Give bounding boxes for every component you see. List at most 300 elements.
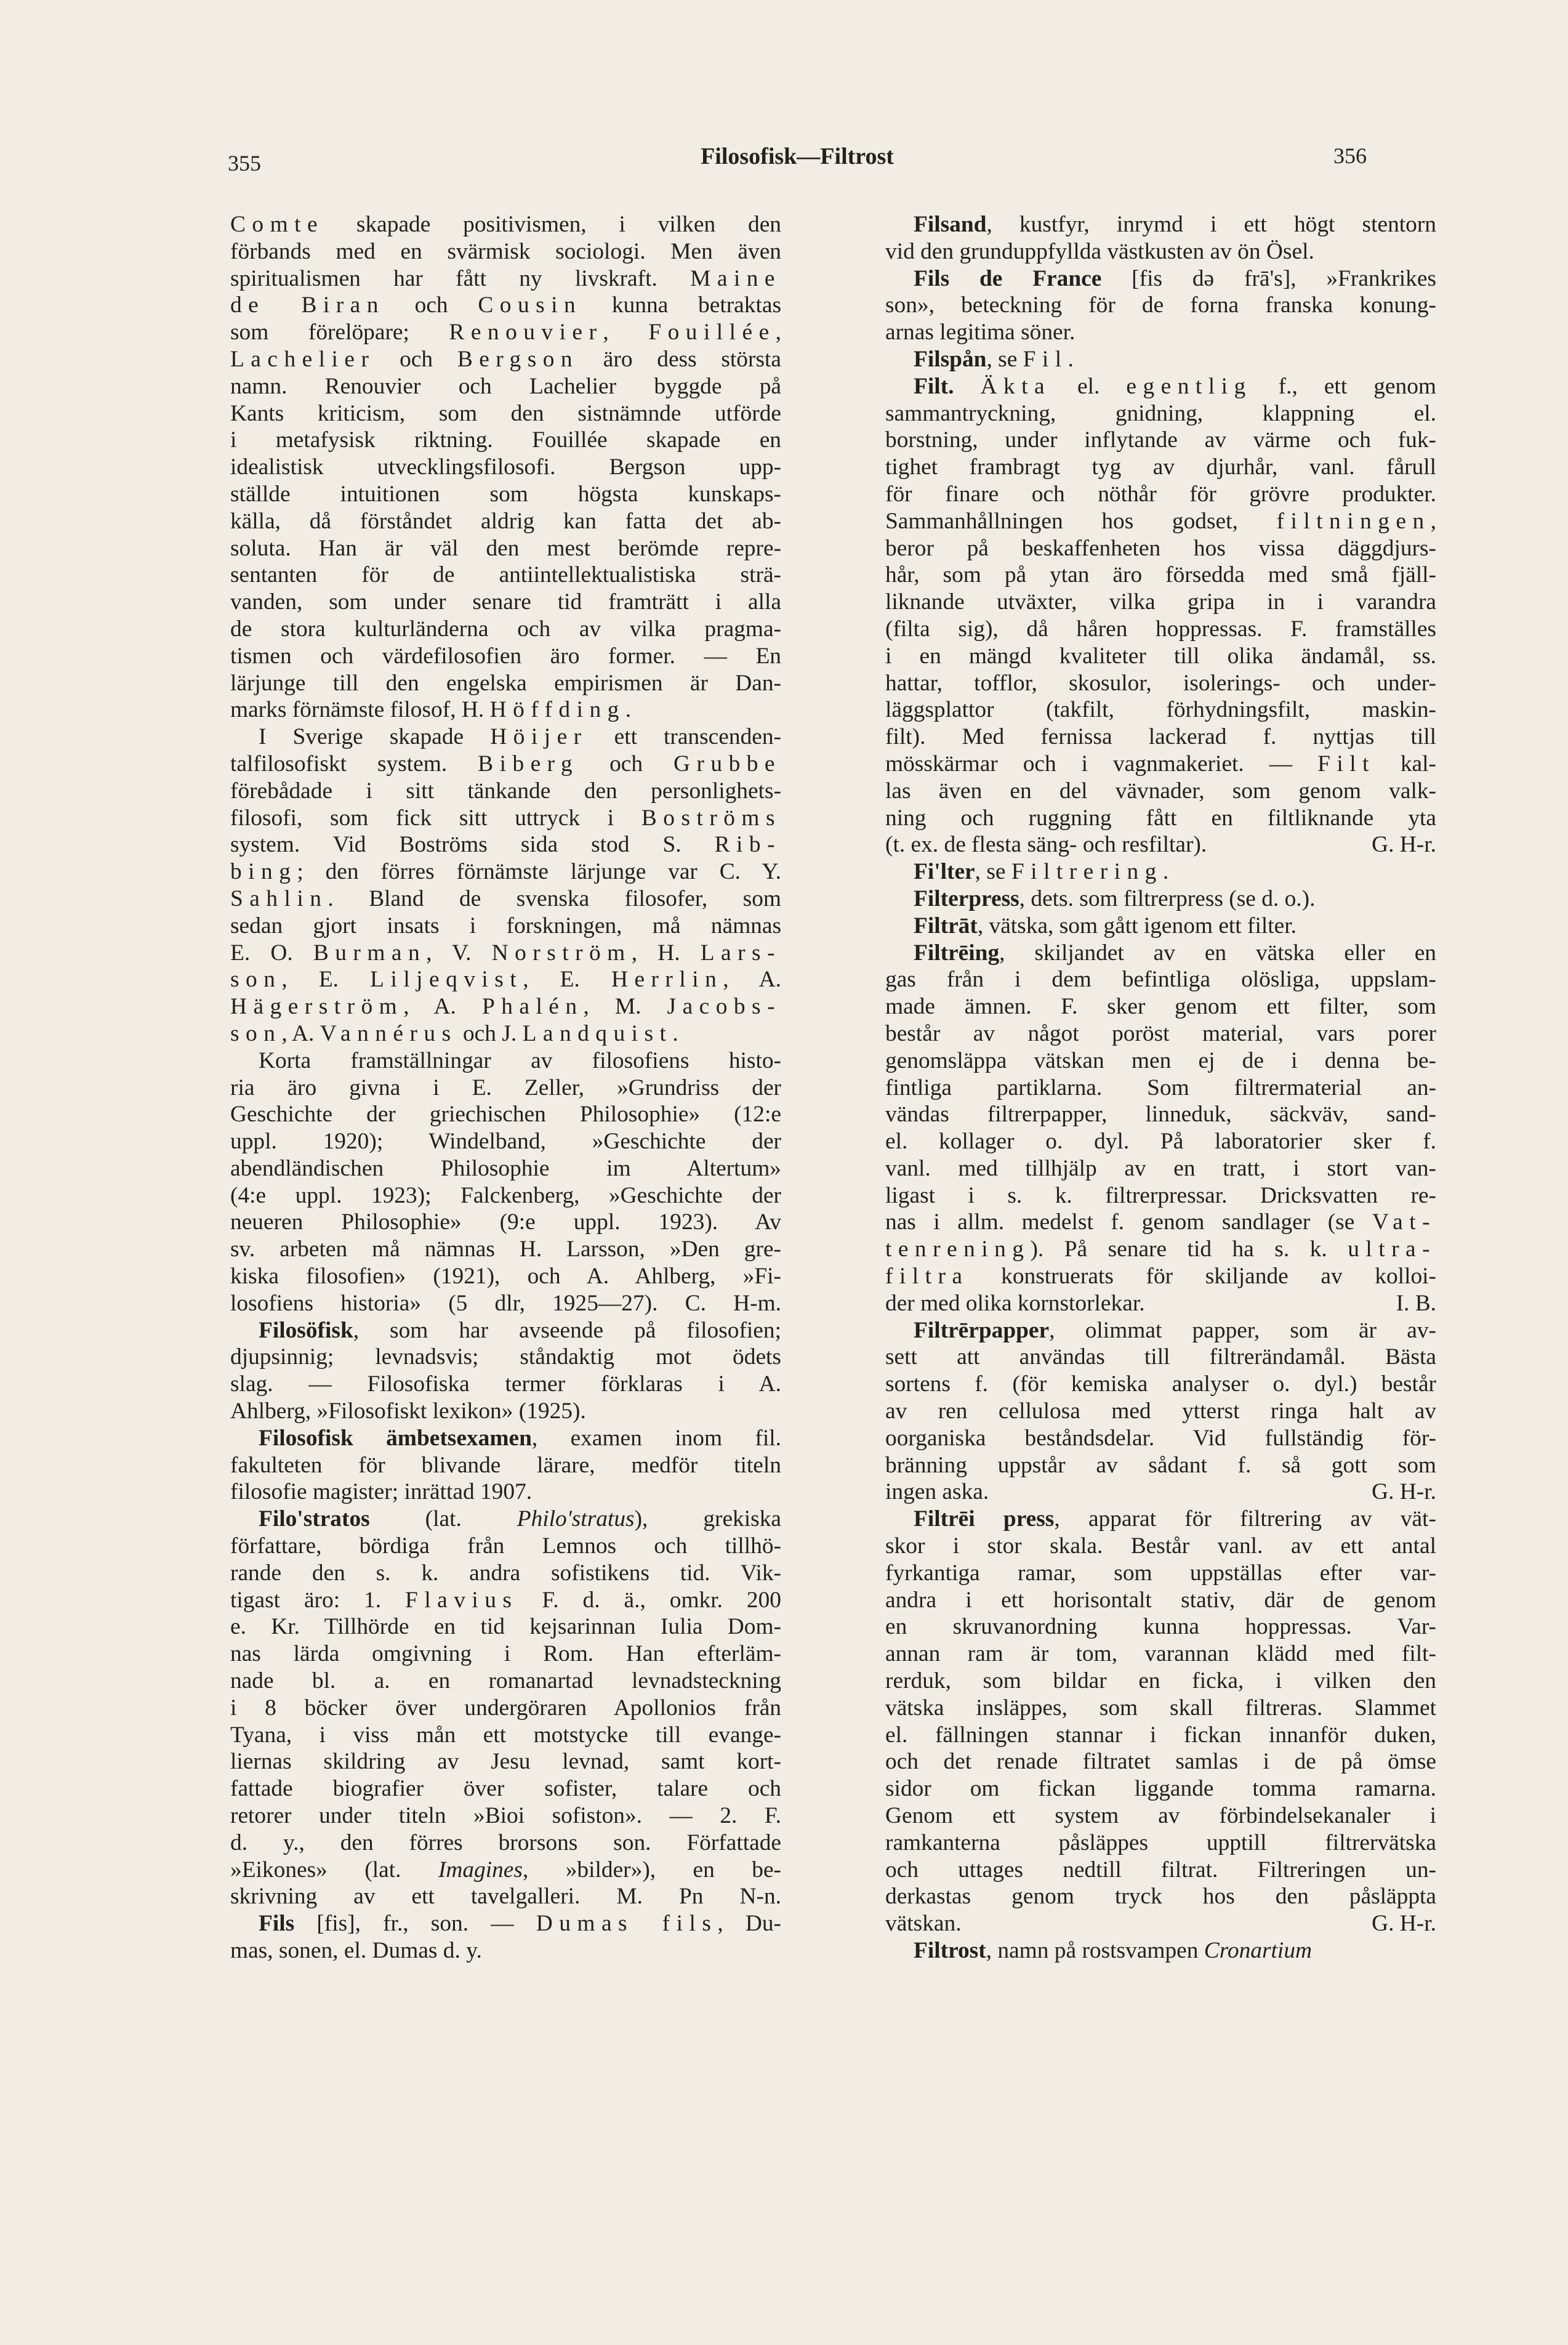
left-column xyxy=(230,211,781,1964)
text-run: neueren Philosophie» (9:e uppl. 1923). Av xyxy=(230,1209,781,1235)
text-line xyxy=(885,1775,1436,1802)
text-run: uppl. 1920); Windelband, »Geschichte der xyxy=(230,1129,781,1155)
spaced-name: Liljeqvist xyxy=(370,967,523,993)
text-run: tigast äro: 1. xyxy=(230,1587,406,1613)
text-run: , A. xyxy=(403,994,482,1020)
text-run: för finare och nöthår för grövre produkter. xyxy=(885,481,1436,507)
text-run: vätska insläppes, som skall filtreras. Slammet xyxy=(885,1695,1436,1721)
text-line xyxy=(230,1182,781,1209)
text-line xyxy=(230,292,781,319)
text-line xyxy=(230,778,781,805)
text-run xyxy=(954,374,980,399)
text-run: skrivning av ett tavelgalleri. M. Pn N-n. xyxy=(230,1884,781,1910)
text-line xyxy=(230,831,781,858)
text-line xyxy=(885,1290,1436,1317)
text-run: der med olika kornstorlekar. xyxy=(885,1290,1145,1316)
text-line xyxy=(885,589,1436,616)
text-run: , som har avseende på filosofien; xyxy=(353,1317,781,1343)
text-run: mösskärmar och i vagnmakeriet. — xyxy=(885,751,1318,777)
text-run: Sammanhållningen hos godset, xyxy=(885,508,1277,534)
text-line xyxy=(230,886,781,913)
text-run: läggsplattor (takfilt, förhydningsfilt, maskin- xyxy=(885,697,1436,723)
entry-headword: Filosofisk ämbetsexamen xyxy=(259,1425,532,1451)
text-line xyxy=(885,1695,1436,1722)
text-line xyxy=(230,751,781,778)
page-title: Filosofisk—Filtrost xyxy=(701,143,894,169)
text-line xyxy=(885,1722,1436,1749)
text-run: marks förnämste filosof, H. xyxy=(230,697,490,723)
text-run: ). På senare tid ha s. k. xyxy=(1030,1237,1348,1262)
text-run: annan ram är tom, varannan klädd med filt- xyxy=(885,1641,1436,1667)
text-run: liknande utväxter, vilka gripa in i varandra xyxy=(885,589,1436,615)
text-run: ingen aska. xyxy=(885,1479,989,1505)
spaced-name: Flavius xyxy=(405,1587,518,1613)
text-line xyxy=(230,1398,781,1425)
text-line xyxy=(230,1910,781,1937)
text-run: , »bilder»), en be- xyxy=(522,1857,781,1883)
text-run: , vätska, som gått igenom ett filter. xyxy=(977,913,1297,938)
text-run: och J. xyxy=(457,1020,523,1046)
text-run: tismen och värdefilosofien äro former. — En xyxy=(230,643,781,669)
text-line xyxy=(230,1802,781,1830)
right-column xyxy=(885,211,1436,1964)
text-run: gas från i dem befintliga olösliga, uppslam- xyxy=(885,967,1436,993)
spaced-name: Herrlin xyxy=(611,967,723,993)
text-line xyxy=(230,643,781,670)
page-number-left: 355 xyxy=(228,151,261,176)
text-run: , V. xyxy=(426,940,492,966)
text-run: i en mängd kvaliteter till olika ändamål, ss. xyxy=(885,643,1436,669)
text-run: , E. xyxy=(281,967,371,993)
text-run: E. O. xyxy=(230,940,313,966)
text-run: son», beteckning för de forna franska konung- xyxy=(885,293,1436,318)
text-line xyxy=(230,265,781,293)
spaced-name: Renouvier xyxy=(449,320,603,345)
text-run: sortens f. (för kemiska analyser o. dyl.) består xyxy=(885,1371,1436,1397)
entry-headword: Fi'lter xyxy=(914,859,975,885)
text-line xyxy=(230,1155,781,1182)
text-run: nas lärda omgivning i Rom. Han efterläm- xyxy=(230,1641,781,1667)
text-line xyxy=(230,1290,781,1317)
text-line xyxy=(230,1748,781,1775)
text-run: rerduk, som bildar en ficka, i vilken den xyxy=(885,1668,1436,1694)
text-run: , M. xyxy=(583,994,667,1020)
text-line xyxy=(885,1020,1436,1047)
text-run: Geschichte der griechischen Philosophie» (12:e xyxy=(230,1102,781,1128)
text-run: i 8 böcker över undergöraren Apollonios från xyxy=(230,1695,781,1721)
text-line xyxy=(885,1587,1436,1614)
text-run: ning och ruggning fått en filtliknande yta xyxy=(885,805,1436,831)
text-run: , E. xyxy=(523,967,611,993)
spaced-name: Dumas fils xyxy=(536,1911,718,1937)
text-run: made ämnen. F. sker genom ett filter, som xyxy=(885,994,1436,1020)
text-line xyxy=(230,1533,781,1560)
text-run: beror på beskaffenheten hos vissa däggdjurs- xyxy=(885,535,1436,561)
text-run: och xyxy=(375,346,457,372)
text-run: av ren cellulosa med ytterst ringa halt av xyxy=(885,1399,1436,1424)
text-run: och det renade filtratet samlas i de på ömse xyxy=(885,1749,1436,1775)
text-run: oorganiska beståndsdelar. Vid fullständig för- xyxy=(885,1425,1436,1451)
text-line xyxy=(885,1937,1436,1964)
text-run: består av något poröst material, vars porer xyxy=(885,1020,1436,1046)
spaced-name: Vannérus xyxy=(320,1020,457,1046)
text-run: , kustfyr, inrymd i ett högt stentorn xyxy=(986,212,1436,237)
text-run: , A. xyxy=(723,967,782,993)
text-run: de stora kulturländerna och av vilka pragma- xyxy=(230,616,781,642)
italic-term: Imagines xyxy=(438,1857,523,1883)
text-run: , olimmat papper, som är av- xyxy=(1049,1317,1436,1343)
text-run: . Bland de svenska filosofer, som xyxy=(328,886,781,911)
spaced-name: Biberg xyxy=(478,751,579,777)
text-run: slag. — Filosofiska termer förklaras i A. xyxy=(230,1371,781,1397)
spaced-name: Maine xyxy=(690,265,781,291)
text-line xyxy=(885,562,1436,589)
text-run: liernas skildring av Jesu levnad, samt kort- xyxy=(230,1749,781,1775)
text-run: , apparat för filtrering av vät- xyxy=(1054,1506,1436,1532)
spaced-name: ultra- xyxy=(1348,1237,1436,1262)
text-line xyxy=(885,454,1436,481)
text-line xyxy=(230,670,781,697)
text-line xyxy=(885,373,1436,400)
text-run: . xyxy=(1067,346,1074,372)
italic-term: Cronartium xyxy=(1204,1938,1313,1963)
text-run: , A. xyxy=(281,1020,320,1046)
entry-headword: Filterpress xyxy=(914,886,1019,911)
text-line xyxy=(885,1128,1436,1155)
text-line xyxy=(230,373,781,400)
text-line xyxy=(885,1398,1436,1425)
running-header xyxy=(228,143,1367,180)
text-run: I Sverige skapade xyxy=(259,724,491,750)
text-line xyxy=(885,1479,1436,1506)
text-line xyxy=(230,696,781,724)
text-run: och xyxy=(579,751,674,777)
text-run: »Eikones» (lat. xyxy=(230,1857,438,1883)
text-line xyxy=(885,1182,1436,1209)
text-run: sammantryckning, gnidning, klappning el. xyxy=(885,400,1436,426)
text-run: system. Vid Boströms sida stod S. xyxy=(230,832,715,858)
text-line xyxy=(230,993,781,1020)
text-run: Ahlberg, »Filosofiskt lexikon» (1925). xyxy=(230,1399,586,1424)
text-line xyxy=(230,1587,781,1614)
text-run: sentanten för de antiintellektualistiska strä- xyxy=(230,562,781,588)
text-run: el. kollager o. dyl. På laboratorier sker f. xyxy=(885,1129,1436,1155)
text-line xyxy=(230,966,781,993)
text-run: som förelöpare; xyxy=(230,320,449,345)
text-run: vätskan. xyxy=(885,1911,962,1937)
spaced-name: Landquist xyxy=(522,1020,673,1046)
text-run: vanden, som under senare tid framträtt i alla xyxy=(230,589,781,615)
author-signature: G. H-r. xyxy=(1372,1479,1436,1505)
text-line xyxy=(885,508,1436,535)
text-run: f., ett genom xyxy=(1252,373,1436,399)
text-line xyxy=(230,346,781,373)
text-line xyxy=(885,1802,1436,1830)
spaced-name: tenrening xyxy=(885,1237,1031,1262)
text-run: nas i allm. medelst f. genom sandlager (se xyxy=(885,1209,1372,1235)
text-run: kunna betraktas xyxy=(582,293,781,318)
spaced-name: Hägerström xyxy=(230,994,404,1020)
text-run: och xyxy=(384,293,478,318)
text-run: vändas filtrerpapper, linneduk, säckväv, sand- xyxy=(885,1102,1436,1128)
text-run: skapade positivismen, i vilken den xyxy=(324,212,781,237)
text-run: abendländischen Philosophie im Altertum» xyxy=(230,1155,781,1181)
text-run: . xyxy=(625,697,632,723)
text-line xyxy=(230,1317,781,1344)
text-line xyxy=(230,481,781,508)
text-run: sedan gjort insats i forskningen, må nämnas xyxy=(230,913,781,938)
text-line xyxy=(885,265,1436,293)
text-run: , se xyxy=(975,859,1011,885)
text-line xyxy=(230,454,781,481)
entry-headword: Filosöfisk xyxy=(259,1317,353,1343)
text-run: en skruvanordning kunna hoppressas. Var- xyxy=(885,1614,1436,1640)
text-line xyxy=(230,1371,781,1398)
text-line xyxy=(885,1236,1436,1263)
entry-headword: Fils xyxy=(259,1911,295,1937)
text-line xyxy=(885,346,1436,373)
text-line xyxy=(885,805,1436,832)
text-line xyxy=(885,940,1436,967)
text-line xyxy=(230,211,781,238)
text-run: d. y., den förres brorsons son. Författade xyxy=(230,1830,781,1855)
text-run: äro dess största xyxy=(579,346,781,372)
text-run: fintliga partiklarna. Som filtrermaterial an- xyxy=(885,1075,1436,1100)
entry-headword: Filo'stratos xyxy=(259,1506,370,1532)
text-line xyxy=(885,616,1436,643)
text-line xyxy=(885,400,1436,427)
entry-headword: Filsand xyxy=(914,212,987,237)
author-signature: G. H-r. xyxy=(1372,832,1436,858)
text-line xyxy=(885,481,1436,508)
text-line xyxy=(885,1075,1436,1102)
text-run: (filta sig), då håren hoppressas. F. framställes xyxy=(885,616,1436,642)
text-line xyxy=(885,696,1436,724)
text-line xyxy=(885,1101,1436,1128)
spaced-name: Sahlin xyxy=(230,886,328,911)
entry-headword: Filt. xyxy=(914,373,954,399)
text-run: Tyana, i viss mån ett motstycke till evange- xyxy=(230,1722,781,1748)
spaced-name: Äkta xyxy=(980,373,1051,399)
spaced-name: filtra xyxy=(885,1264,969,1290)
spaced-name: Burman xyxy=(313,940,427,966)
text-run: hår, som på ytan äro försedda med små fjäll- xyxy=(885,562,1436,588)
text-line xyxy=(230,1344,781,1371)
spaced-name: Phalén xyxy=(481,994,584,1020)
text-run: derkastas genom tryck hos den påsläppta xyxy=(885,1884,1436,1910)
text-line xyxy=(230,508,781,535)
text-run: Kants kriticism, som den sistnämnde utförde xyxy=(230,400,781,426)
text-line xyxy=(230,1560,781,1587)
text-line xyxy=(230,1075,781,1102)
text-run: fyrkantiga ramar, som uppställas efter var- xyxy=(885,1560,1436,1586)
text-line xyxy=(885,1317,1436,1344)
text-line xyxy=(230,1695,781,1722)
text-run: retorer under titeln »Bioi sofiston». — 2. F. xyxy=(230,1803,781,1829)
text-line xyxy=(885,1209,1436,1236)
text-run: källa, då förståndet aldrig kan fatta det ab- xyxy=(230,508,781,534)
text-line xyxy=(885,1857,1436,1884)
text-run: Korta framställningar av filosofiens histo- xyxy=(259,1047,781,1073)
text-run: filosofie magister; inrättad 1907. xyxy=(230,1479,533,1505)
text-line xyxy=(885,427,1436,454)
text-line xyxy=(885,535,1436,562)
text-line xyxy=(230,400,781,427)
text-run: fakulteten för blivande lärare, medför titeln xyxy=(230,1452,781,1478)
text-run: losofiens historia» (5 dlr, 1925—27). C. H-m. xyxy=(230,1290,781,1316)
text-line xyxy=(230,562,781,589)
text-run: hattar, tofflor, skosulor, isolerings- och under- xyxy=(885,670,1436,696)
italic-term: Philo'stratus xyxy=(517,1506,635,1532)
text-line xyxy=(885,913,1436,940)
text-run: [fis də frā's], »Frankrikes xyxy=(1101,265,1436,291)
text-run: las även en del vävnader, som genom valk- xyxy=(885,778,1436,804)
entry-headword: Fils de France xyxy=(914,265,1102,291)
text-line xyxy=(230,858,781,886)
text-line xyxy=(885,858,1436,886)
text-run: djupsinnig; levnadsvis; ståndaktig mot ödets xyxy=(230,1344,781,1370)
text-line xyxy=(885,319,1436,346)
text-line xyxy=(230,1425,781,1452)
text-run: [fis], fr., son. — xyxy=(294,1911,536,1937)
spaced-name: Norström xyxy=(491,940,632,966)
text-run: talfilosofiskt system. xyxy=(230,751,478,777)
text-line xyxy=(885,670,1436,697)
text-line xyxy=(885,643,1436,670)
spaced-name: son xyxy=(230,967,282,993)
text-line xyxy=(230,913,781,940)
spaced-name: son xyxy=(230,1020,282,1046)
text-run: i metafysisk riktning. Fouillée skapade en xyxy=(230,427,781,453)
spaced-name: Lachelier xyxy=(230,346,376,372)
text-line xyxy=(885,1533,1436,1560)
text-run: , xyxy=(1430,508,1436,534)
spaced-name: bing xyxy=(230,859,297,885)
entry-headword: Filtrost xyxy=(914,1938,986,1963)
text-run: kiska filosofien» (1921), och A. Ahlberg, »Fi- xyxy=(230,1264,781,1290)
text-run: genomsläppa vätskan men ej de i denna be- xyxy=(885,1047,1436,1073)
text-line xyxy=(885,1452,1436,1479)
text-line xyxy=(230,238,781,265)
text-line xyxy=(885,778,1436,805)
text-run: (lat. xyxy=(369,1506,517,1532)
entry-headword: Filspån xyxy=(914,346,987,372)
text-run: soluta. Han är väl den mest berömde repre- xyxy=(230,535,781,561)
text-line xyxy=(230,427,781,454)
text-line xyxy=(885,211,1436,238)
text-run: sett att användas till filtrerändamål. Bästa xyxy=(885,1344,1436,1370)
spaced-name: Jacobs- xyxy=(667,994,781,1020)
spaced-name: Bergson xyxy=(457,346,579,372)
text-run: F. d. ä., omkr. 200 xyxy=(518,1587,782,1613)
text-run: konstruerats för skiljande av kolloi- xyxy=(968,1264,1436,1290)
text-line xyxy=(885,1425,1436,1452)
text-run: rande den s. k. andra sofistikens tid. Vik- xyxy=(230,1560,781,1586)
text-line xyxy=(230,1047,781,1075)
spaced-name: de Biran xyxy=(230,293,385,318)
page-number-right: 356 xyxy=(1333,143,1367,168)
text-run: sv. arbeten må nämnas H. Larsson, »Den gre- xyxy=(230,1237,781,1262)
text-line xyxy=(230,1479,781,1506)
text-line xyxy=(885,724,1436,751)
text-line xyxy=(885,292,1436,319)
text-line xyxy=(885,1263,1436,1290)
text-line xyxy=(230,1883,781,1910)
spaced-name: Filt xyxy=(1317,751,1375,777)
spaced-name: Rib- xyxy=(714,832,781,858)
text-run: förbands med en svärmisk sociologi. Men även xyxy=(230,238,781,264)
text-run: ; den förres förnämste lärjunge var C. Y. xyxy=(297,859,781,885)
text-line xyxy=(230,1775,781,1802)
text-run: vanl. med tillhjälp av en tratt, i stort van- xyxy=(885,1155,1436,1181)
spaced-name: egentlig xyxy=(1126,373,1252,399)
text-line xyxy=(230,319,781,346)
spaced-name: Boströms xyxy=(641,805,781,831)
text-run: idealistisk utvecklingsfilosofi. Bergson upp- xyxy=(230,454,781,480)
text-line xyxy=(230,1613,781,1641)
text-run: , Du- xyxy=(717,1911,781,1937)
text-line xyxy=(230,724,781,751)
text-line xyxy=(885,751,1436,778)
text-line xyxy=(885,1371,1436,1398)
text-line xyxy=(885,1506,1436,1533)
text-run: kal- xyxy=(1375,751,1436,777)
text-line xyxy=(885,993,1436,1020)
text-run: filt). Med fernissa lackerad f. nyttjas till xyxy=(885,724,1436,750)
text-run: lärjunge till den engelska empirismen är Dan- xyxy=(230,670,781,696)
text-run: el. fällningen stannar i fickan innanför duken, xyxy=(885,1722,1436,1748)
text-run: författare, bördiga från Lemnos och tillhö- xyxy=(230,1533,781,1559)
text-line xyxy=(885,1910,1436,1937)
text-line xyxy=(885,1830,1436,1857)
text-run: ställde intuitionen som högsta kunskaps- xyxy=(230,481,781,507)
entry-headword: Filtrāt xyxy=(914,913,978,938)
text-run: ), grekiska xyxy=(634,1506,781,1532)
text-line xyxy=(230,1830,781,1857)
text-line xyxy=(230,616,781,643)
text-line xyxy=(230,1452,781,1479)
text-run: sidor om fickan liggande tomma ramarna. xyxy=(885,1776,1436,1802)
text-line xyxy=(230,1020,781,1047)
text-run: . xyxy=(672,1020,678,1046)
text-run: el. xyxy=(1051,373,1127,399)
text-run: och uttages nedtill filtrat. Filtreringen un- xyxy=(885,1857,1436,1883)
text-run: vid den grunduppfyllda västkusten av ön Ösel. xyxy=(885,238,1314,264)
text-run: andra i ett horisontalt stativ, där de genom xyxy=(885,1587,1436,1613)
text-run: förebådade i sitt tänkande den personlighets- xyxy=(230,778,781,804)
text-line xyxy=(230,1506,781,1533)
text-line xyxy=(230,1722,781,1749)
spaced-name: Grubbe xyxy=(673,751,781,777)
text-run: . xyxy=(1162,859,1169,885)
text-run: bränning uppstår av sådant f. så gott som xyxy=(885,1452,1436,1478)
text-line xyxy=(885,831,1436,858)
text-run: , examen inom fil. xyxy=(531,1425,782,1451)
text-line xyxy=(230,1641,781,1668)
text-line xyxy=(230,940,781,967)
spaced-name: Comte xyxy=(230,212,324,237)
text-line xyxy=(230,1263,781,1290)
text-line xyxy=(885,1748,1436,1775)
text-run: fattade biografier över sofister, talare och xyxy=(230,1776,781,1802)
text-run: arnas legitima söner. xyxy=(885,320,1075,345)
text-run: , namn på rostsvampen xyxy=(986,1938,1204,1963)
text-line xyxy=(230,1937,781,1964)
text-run: , se xyxy=(986,346,1023,372)
spaced-name: Filtrering xyxy=(1011,859,1163,885)
text-line xyxy=(885,238,1436,265)
entry-headword: Filtrērpapper xyxy=(914,1317,1050,1343)
